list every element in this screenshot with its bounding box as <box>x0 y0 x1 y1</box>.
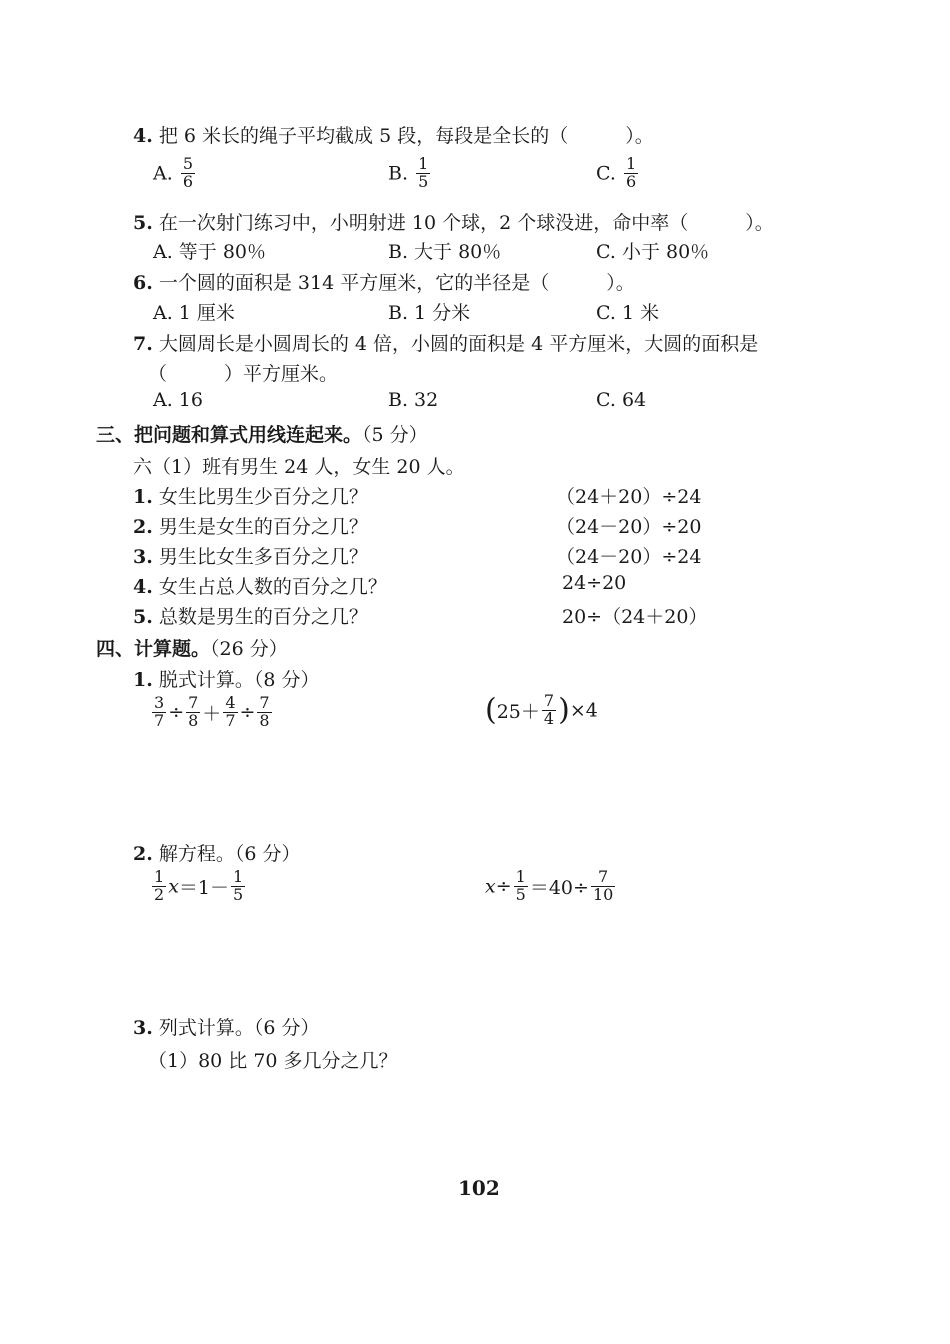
question-number: 6. <box>133 272 153 294</box>
part-2-heading: 2. 解方程。（6 分） <box>133 843 301 865</box>
option-a: A. 等于 80％ <box>153 241 267 263</box>
section-4-heading <box>96 634 288 661</box>
option-label: A. <box>153 162 173 185</box>
expression-1: $\frac{3}{7}$ ÷ $\frac{7}{8}$ ＋ $\frac{4}{7}$ ÷ $\frac{7}{8}$ <box>154 693 270 730</box>
question-number: 4. <box>133 125 153 147</box>
option-c: C. 1 米 <box>596 302 660 324</box>
option-label: B. <box>388 162 409 185</box>
part-3-heading: 3. 列式计算。（6 分） <box>133 1017 320 1039</box>
section-score: （5 分） <box>362 424 428 446</box>
fraction: $\frac{1}{5}$ <box>418 154 429 191</box>
match-question: 1. 女生比男生少百分之几？ <box>133 486 368 508</box>
match-formula: （24－20）÷24 <box>556 546 702 568</box>
question-5 <box>133 208 774 235</box>
part-1-heading: 1. 脱式计算。（8 分） <box>133 669 320 691</box>
option-a: A. 16 <box>153 389 203 411</box>
option-a: A. 1 厘米 <box>153 302 235 324</box>
question-6 <box>133 268 635 295</box>
match-formula: （24＋20）÷24 <box>556 486 702 508</box>
section-score: （26 分） <box>210 638 288 660</box>
equation-2: x÷ $\frac{1}{5}$ ＝40÷ $\frac{7}{10}$ <box>485 867 614 904</box>
option-b: B. 32 <box>388 389 439 411</box>
question-number: 5. <box>133 212 153 234</box>
match-question: 5. 总数是男生的百分之几？ <box>133 606 368 628</box>
option-c: C. 64 <box>596 389 647 411</box>
section-title: 三、把问题和算式用线连起来。 <box>96 424 363 446</box>
question-text: 在一次射门练习中，小明射进 10 个球，2 个球没进，命中率（ ）。 <box>158 212 774 234</box>
part-3-subquestion: （1）80 比 70 多几分之几？ <box>148 1050 398 1072</box>
question-number: 7. <box>133 333 153 355</box>
section-3-heading <box>96 420 428 447</box>
question-7-continued: （ ）平方厘米。 <box>148 363 339 385</box>
question-4 <box>133 121 654 148</box>
match-formula: 20÷（24＋20） <box>562 606 708 628</box>
question-text: 大圆周长是小圆周长的 4 倍，小圆的面积是 4 平方厘米，大圆的面积是 <box>158 333 759 355</box>
fraction: $\frac{5}{6}$ <box>182 154 193 191</box>
section-title: 四、计算题。 <box>96 638 211 660</box>
option-c: C. 小于 80％ <box>596 241 710 263</box>
match-formula: 24÷20 <box>562 572 627 594</box>
match-question: 4. 女生占总人数的百分之几？ <box>133 576 387 598</box>
question-text: 把 6 米长的绳子平均截成 5 段，每段是全长的（ ）。 <box>158 125 654 147</box>
question-text: 一个圆的面积是 314 平方厘米，它的半径是（ ）。 <box>158 272 635 294</box>
option-b: B. 大于 80％ <box>388 241 502 263</box>
question-7 <box>133 329 758 356</box>
equation-1: $\frac{1}{2}$ x＝1－ $\frac{1}{5}$ <box>154 867 244 904</box>
option-b <box>388 156 432 191</box>
match-question: 2. 男生是女生的百分之几？ <box>133 516 368 538</box>
option-c <box>596 156 640 191</box>
match-formula: （24－20）÷20 <box>556 516 702 538</box>
option-b: B. 1 分米 <box>388 302 471 324</box>
page-number: 102 <box>458 1176 500 1200</box>
fraction: $\frac{1}{6}$ <box>625 154 637 191</box>
option-a <box>153 156 197 191</box>
match-question: 3. 男生比女生多百分之几？ <box>133 546 368 568</box>
option-label: C. <box>596 162 616 185</box>
expression-2: (25＋ $\frac{7}{4}$ )×4 <box>485 691 598 728</box>
section-3-intro: 六（1）班有男生 24 人，女生 20 人。 <box>133 456 465 478</box>
